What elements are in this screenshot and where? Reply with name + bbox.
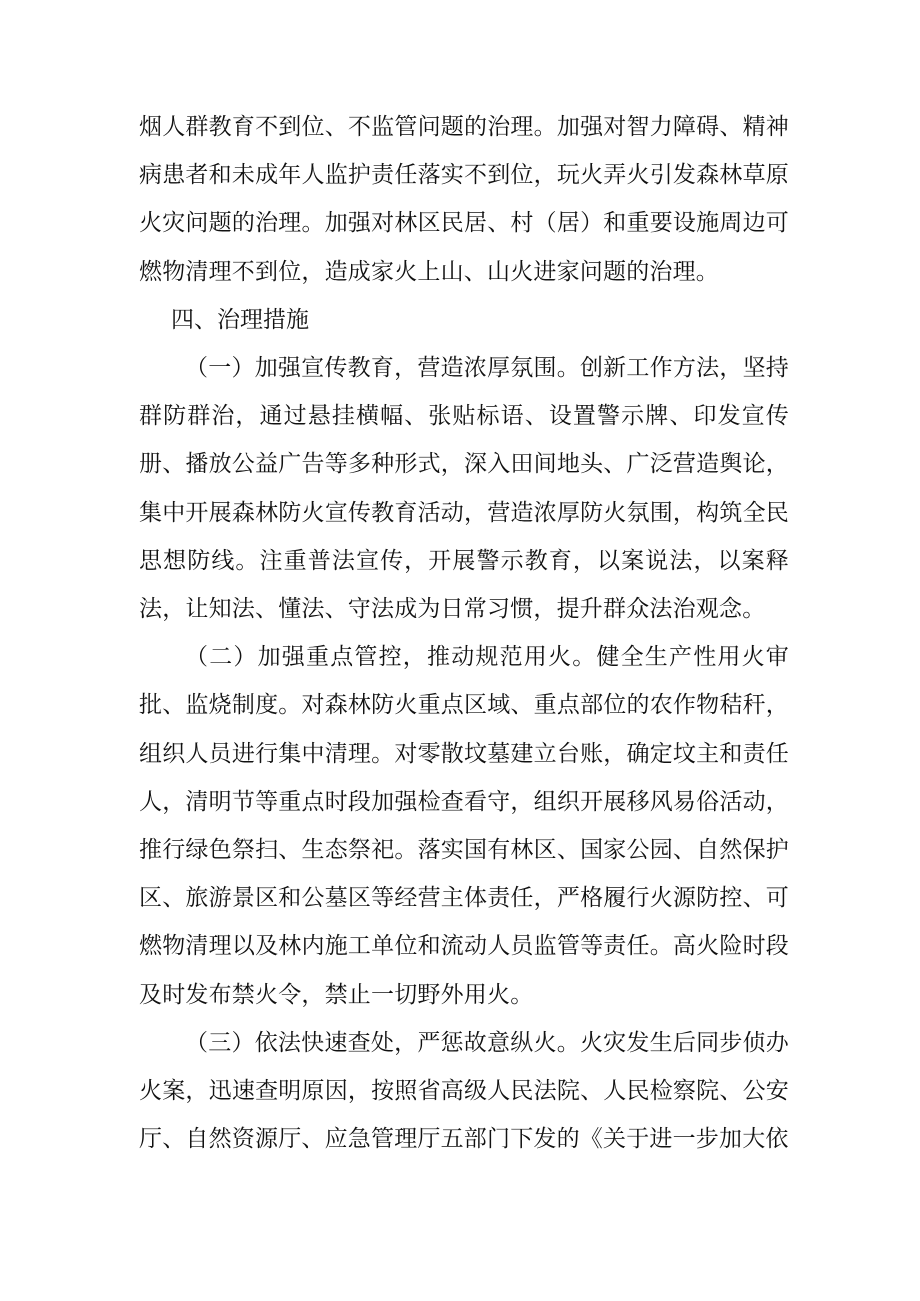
document-body [139,103,789,1163]
paragraph-legal-handling: （三）依法快速查处，严惩故意纵火。火灾发生后同步侦办火案，迅速查明原因，按照省高级人民法院、人民检察院、公安厅、自然资源厅、应急管理厅五部门下发的《关于进一步加大依 [139,1029,789,1153]
paragraph-continuation: 烟人群教育不到位、不监管问题的治理。加强对智力障碍、精神病患者和未成年人监护责任落实不到位，玩火弄火引发森林草原火灾问题的治理。加强对林区民居、村（居）和重要设施周边可燃物清理不到位，造成家火上山、山火进家问题的治理。 [139,114,789,285]
paragraph-key-control: （二）加强重点管控，推动规范用火。健全生产性用火审批、监烧制度。对森林防火重点区域、重点部位的农作物秸秆，组织人员进行集中清理。对零散坟墓建立台账，确定坟主和责任人，清明节等重点时段加强检查看守，组织开展移风易俗活动，推行绿色祭扫、生态祭祀。落实国有林区、国家公园、自然保护区、旅游景区和公墓区等经营主体责任，严格履行火源防控、可燃物清理以及林内施工单位和流动人员监管等责任。高火险时段及时发布禁火令，禁止一切野外用火。 [139,644,789,1008]
paragraph-publicity-education: （一）加强宣传教育，营造浓厚氛围。创新工作方法，坚持群防群治，通过悬挂横幅、张贴标语、设置警示牌、印发宣传册、播放公益广告等多种形式，深入田间地头、广泛营造舆论，集中开展森林防火宣传教育活动，营造浓厚防火氛围，构筑全民思想防线。注重普法宣传，开展警示教育，以案说法，以案释法，让知法、懂法、守法成为日常习惯，提升群众法治观念。 [139,355,789,623]
section-heading-measures: 四、治理措施 [171,306,309,333]
